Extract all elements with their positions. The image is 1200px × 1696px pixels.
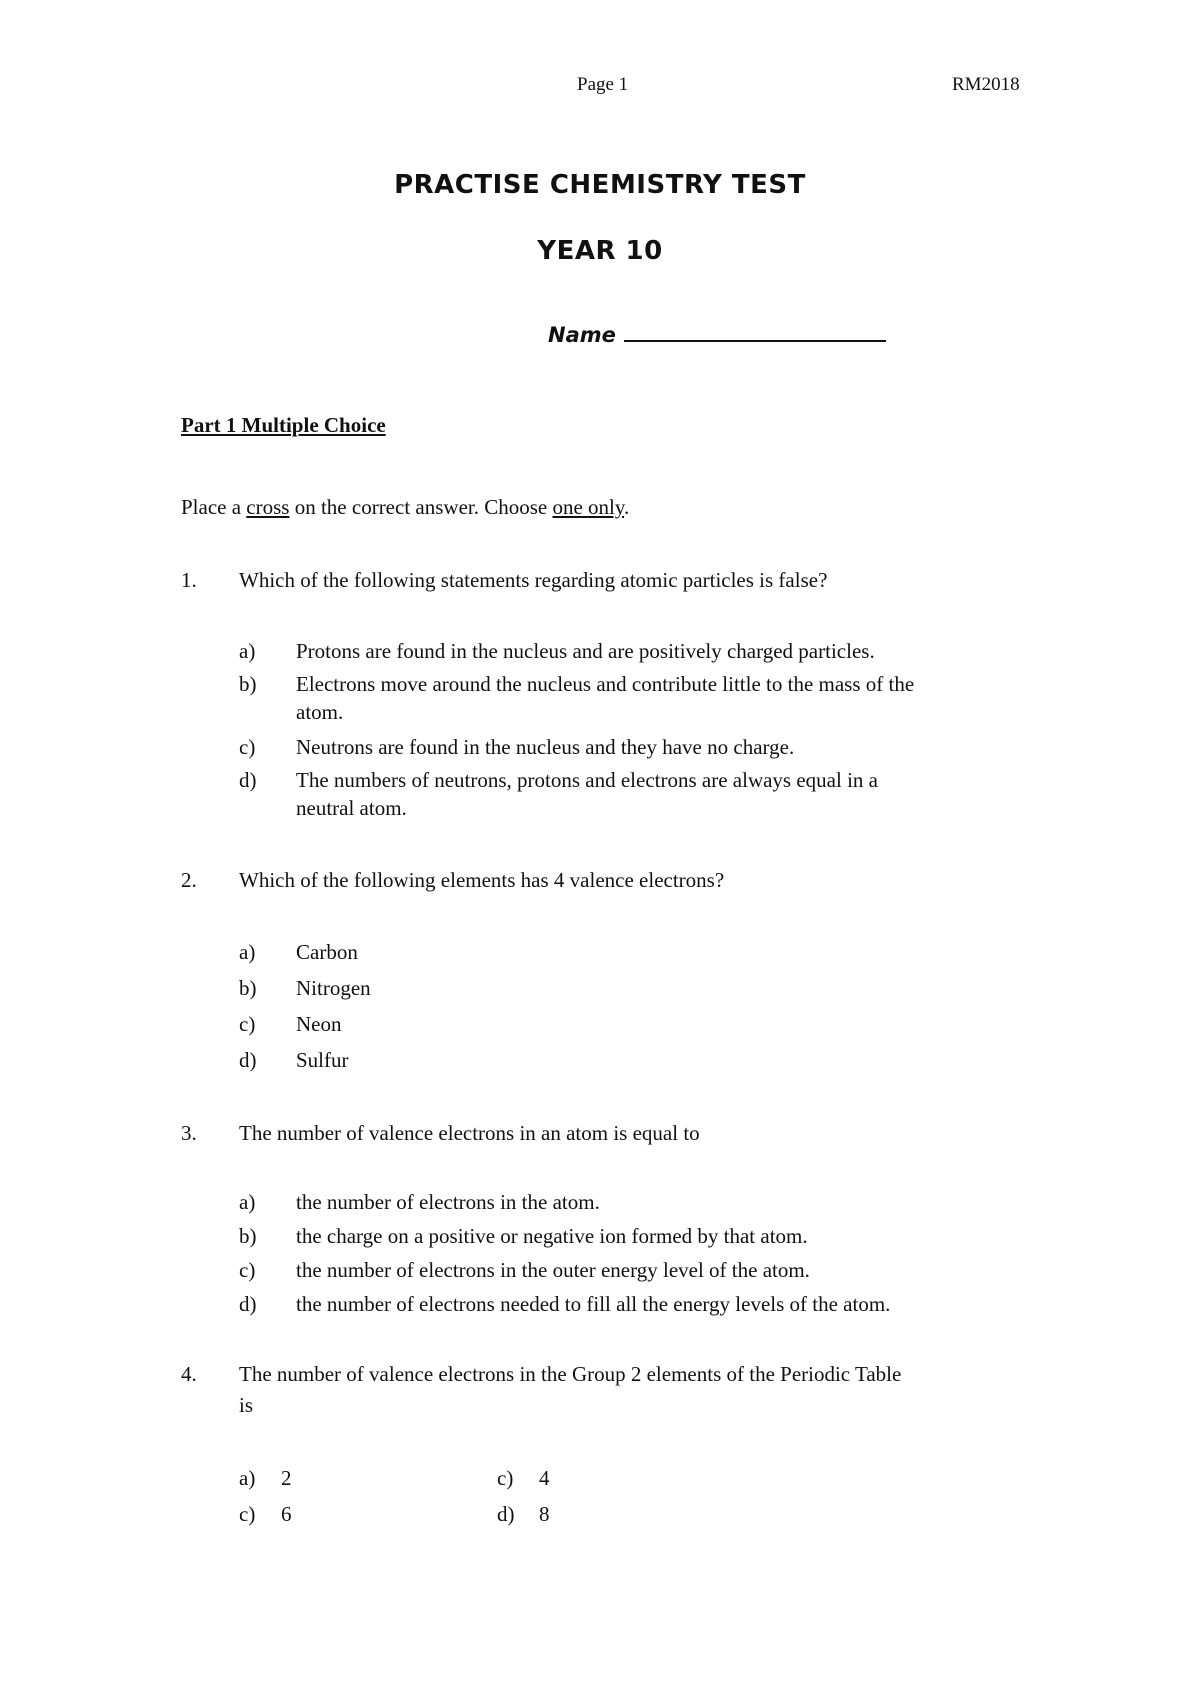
option-letter: d) — [239, 768, 257, 792]
option-text: Sulfur — [296, 1048, 349, 1072]
option-text: Nitrogen — [296, 976, 371, 1000]
option-letter: a) — [239, 940, 256, 964]
year-level: YEAR 10 — [537, 236, 663, 266]
instructions-one-only: one only — [552, 495, 625, 519]
instructions-text-3: . — [624, 495, 630, 519]
option-value: 2 — [281, 1466, 292, 1490]
option-letter: a) — [239, 639, 256, 663]
option-letter: c) — [239, 1012, 256, 1036]
option-value: 8 — [539, 1502, 550, 1526]
option-letter: b) — [239, 672, 257, 696]
instructions — [181, 495, 629, 520]
option-letter: b) — [239, 1224, 257, 1248]
option-text: Carbon — [296, 940, 358, 964]
option-text: The numbers of neutrons, protons and electrons are always equal in a — [296, 768, 878, 792]
option-text: the number of electrons in the outer energy level of the atom. — [296, 1258, 810, 1282]
option-text: the number of electrons needed to fill all the energy levels of the atom. — [296, 1292, 891, 1316]
instructions-cross: cross — [246, 495, 290, 519]
option-text: Neon — [296, 1012, 342, 1036]
question-text: The number of valence electrons in the Group 2 elements of the Periodic Table — [239, 1362, 902, 1386]
option-value: 4 — [539, 1466, 550, 1490]
option-text: Electrons move around the nucleus and contribute little to the mass of the — [296, 672, 915, 696]
option-text: the number of electrons in the atom. — [296, 1190, 600, 1214]
option-letter: d) — [239, 1292, 257, 1316]
option-text: Neutrons are found in the nucleus and they have no charge. — [296, 735, 795, 759]
option-text: Protons are found in the nucleus and are positively charged particles. — [296, 639, 875, 663]
document-code: RM2018 — [952, 74, 1020, 95]
question-number: 4. — [181, 1362, 197, 1386]
option-text-continued: atom. — [296, 700, 344, 724]
option-letter: d) — [497, 1502, 515, 1526]
question-number: 2. — [181, 868, 197, 892]
question-text: Which of the following statements regarding atomic particles is false? — [239, 568, 828, 592]
option-value: 6 — [281, 1502, 292, 1526]
option-letter: a) — [239, 1466, 256, 1490]
option-letter: c) — [239, 735, 256, 759]
option-letter: c) — [497, 1466, 514, 1490]
section-heading: Part 1 Multiple Choice — [181, 413, 386, 437]
question-text: The number of valence electrons in an atom is equal to — [239, 1121, 700, 1145]
option-text: the charge on a positive or negative ion formed by that atom. — [296, 1224, 808, 1248]
question-number: 1. — [181, 568, 197, 592]
name-field — [548, 322, 886, 347]
instructions-text-2: on the correct answer. Choose — [289, 495, 553, 519]
question-text-continued: is — [239, 1393, 254, 1417]
page-number: Page 1 — [577, 74, 629, 95]
question-number: 3. — [181, 1121, 197, 1145]
question-text: Which of the following elements has 4 valence electrons? — [239, 868, 725, 892]
name-blank-line — [624, 322, 886, 342]
instructions-text-1: Place a — [181, 495, 247, 519]
option-letter: c) — [239, 1502, 256, 1526]
option-letter: b) — [239, 976, 257, 1000]
option-letter: c) — [239, 1258, 256, 1282]
document-title: PRACTISE CHEMISTRY TEST — [394, 170, 806, 200]
option-letter: a) — [239, 1190, 256, 1214]
name-label: Name — [548, 323, 616, 347]
option-text-continued: neutral atom. — [296, 796, 407, 820]
option-letter: d) — [239, 1048, 257, 1072]
